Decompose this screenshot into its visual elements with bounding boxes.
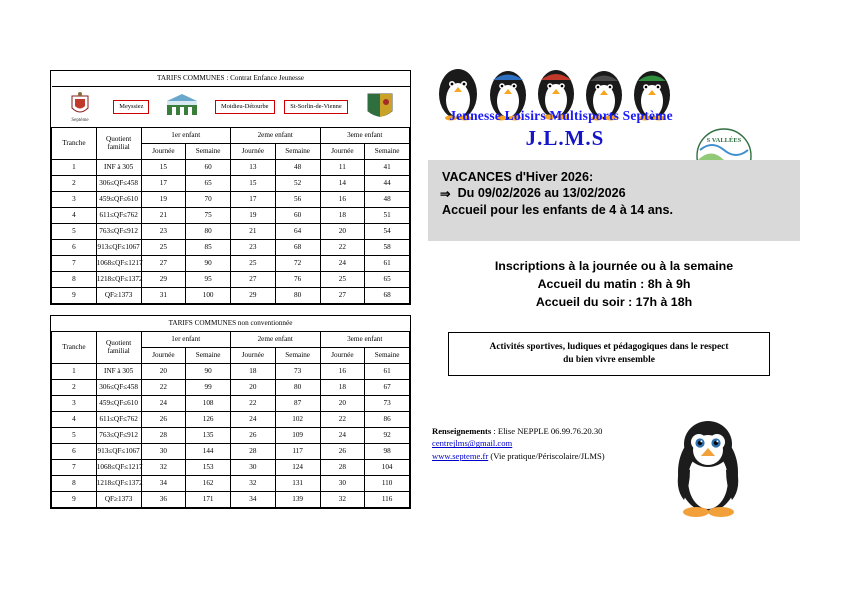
cell-value: 73 bbox=[365, 396, 410, 412]
cell-value: 17 bbox=[231, 192, 276, 208]
cell-value: 85 bbox=[186, 240, 231, 256]
cell-value: 92 bbox=[365, 428, 410, 444]
cell-value: 70 bbox=[186, 192, 231, 208]
cell-value: 87 bbox=[275, 396, 320, 412]
cell-value: 25 bbox=[320, 272, 365, 288]
moidieu-emblem-icon bbox=[159, 90, 205, 124]
contact-line bbox=[432, 425, 682, 437]
cell-value: 80 bbox=[275, 288, 320, 304]
cell-value: 56 bbox=[275, 192, 320, 208]
cell-value: 18 bbox=[320, 380, 365, 396]
table1-title-row bbox=[52, 71, 410, 87]
table1-header-journee-3: Journée bbox=[320, 144, 365, 160]
cell-qf: 459≤QF≤610 bbox=[96, 396, 141, 412]
cell-value: 15 bbox=[141, 160, 186, 176]
table-row bbox=[52, 208, 410, 224]
cell-value: 30 bbox=[141, 444, 186, 460]
cell-qf: 763≤QF≤912 bbox=[96, 428, 141, 444]
cell-tranche: 9 bbox=[52, 492, 97, 508]
cell-tranche: 6 bbox=[52, 444, 97, 460]
cell-value: 171 bbox=[186, 492, 231, 508]
cell-tranche: 2 bbox=[52, 380, 97, 396]
cell-value: 24 bbox=[320, 428, 365, 444]
cell-value: 20 bbox=[231, 380, 276, 396]
table1-group-1er: 1er enfant bbox=[141, 128, 231, 144]
cell-value: 34 bbox=[141, 476, 186, 492]
cell-value: 24 bbox=[320, 256, 365, 272]
cell-tranche: 1 bbox=[52, 160, 97, 176]
cell-value: 108 bbox=[186, 396, 231, 412]
cell-value: 32 bbox=[320, 492, 365, 508]
table2-header-qf: Quotient familial bbox=[96, 332, 141, 364]
activities-line2: du bien vivre ensemble bbox=[563, 355, 655, 365]
cell-value: 102 bbox=[275, 412, 320, 428]
table-row bbox=[52, 476, 410, 492]
table1-header-semaine-1: Semaine bbox=[186, 144, 231, 160]
vacances-dates-row bbox=[440, 186, 790, 201]
cell-value: 86 bbox=[365, 412, 410, 428]
tarifs-non-conventionnee-table-container bbox=[50, 315, 411, 509]
table2-header-journee-2: Journée bbox=[231, 348, 276, 364]
cell-qf: 1068≤QF≤1217 bbox=[96, 256, 141, 272]
inscriptions-line1: Inscriptions à la journée ou à la semaine bbox=[494, 259, 734, 273]
table-row bbox=[52, 460, 410, 476]
cell-value: 14 bbox=[320, 176, 365, 192]
cell-value: 22 bbox=[231, 396, 276, 412]
cell-value: 67 bbox=[365, 380, 410, 396]
table2-header-journee-3: Journée bbox=[320, 348, 365, 364]
cell-value: 20 bbox=[141, 364, 186, 380]
cell-value: 75 bbox=[186, 208, 231, 224]
cell-value: 162 bbox=[186, 476, 231, 492]
tarifs-cej-table bbox=[51, 71, 410, 304]
cell-value: 99 bbox=[186, 380, 231, 396]
cell-value: 52 bbox=[275, 176, 320, 192]
cell-value: 65 bbox=[365, 272, 410, 288]
cell-value: 80 bbox=[186, 224, 231, 240]
cell-qf: 459≤QF≤610 bbox=[96, 192, 141, 208]
table2-group-1er: 1er enfant bbox=[141, 332, 231, 348]
cell-value: 23 bbox=[141, 224, 186, 240]
cell-tranche: 8 bbox=[52, 476, 97, 492]
cell-value: 135 bbox=[186, 428, 231, 444]
table1-header-semaine-2: Semaine bbox=[275, 144, 320, 160]
contact-email-link[interactable]: centrejlms@gmail.com bbox=[432, 438, 513, 449]
cell-qf: 1218≤QF≤1372 bbox=[96, 272, 141, 288]
cell-value: 25 bbox=[231, 256, 276, 272]
cell-value: 32 bbox=[141, 460, 186, 476]
cell-tranche: 4 bbox=[52, 208, 97, 224]
cell-value: 27 bbox=[231, 272, 276, 288]
cell-value: 21 bbox=[231, 224, 276, 240]
contact-website-link[interactable]: www.septeme.fr bbox=[432, 450, 489, 461]
cell-value: 153 bbox=[186, 460, 231, 476]
cell-value: 22 bbox=[320, 240, 365, 256]
table-row bbox=[52, 176, 410, 192]
cell-value: 116 bbox=[365, 492, 410, 508]
cell-tranche: 7 bbox=[52, 256, 97, 272]
cell-tranche: 8 bbox=[52, 272, 97, 288]
cell-tranche: 5 bbox=[52, 428, 97, 444]
logo-label-moidieu: Moidieu-Détourbe bbox=[215, 100, 275, 113]
table1-header-tranche: Tranche bbox=[52, 128, 97, 160]
cell-value: 16 bbox=[320, 192, 365, 208]
cell-value: 20 bbox=[320, 396, 365, 412]
table-row bbox=[52, 288, 410, 304]
cell-value: 18 bbox=[231, 364, 276, 380]
cell-value: 23 bbox=[231, 240, 276, 256]
cell-qf: 611≤QF≤762 bbox=[96, 412, 141, 428]
cell-qf: 763≤QF≤912 bbox=[96, 224, 141, 240]
cell-tranche: 3 bbox=[52, 192, 97, 208]
cell-value: 109 bbox=[275, 428, 320, 444]
cell-value: 124 bbox=[275, 460, 320, 476]
cell-value: 28 bbox=[231, 444, 276, 460]
cell-tranche: 6 bbox=[52, 240, 97, 256]
table-row bbox=[52, 272, 410, 288]
table2-header-semaine-2: Semaine bbox=[275, 348, 320, 364]
cell-value: 48 bbox=[365, 192, 410, 208]
table1-group-3eme: 3eme enfant bbox=[320, 128, 410, 144]
cell-value: 95 bbox=[186, 272, 231, 288]
cell-value: 16 bbox=[320, 364, 365, 380]
cell-value: 26 bbox=[231, 428, 276, 444]
table-row bbox=[52, 380, 410, 396]
table1-title: TARIFS COMMUNES : Contrat Enfance Jeunesse bbox=[52, 71, 410, 87]
cell-value: 28 bbox=[141, 428, 186, 444]
cell-value: 51 bbox=[365, 208, 410, 224]
cell-value: 11 bbox=[320, 160, 365, 176]
cell-value: 24 bbox=[141, 396, 186, 412]
cell-value: 80 bbox=[275, 380, 320, 396]
cell-value: 58 bbox=[365, 240, 410, 256]
cell-value: 24 bbox=[231, 412, 276, 428]
cell-value: 117 bbox=[275, 444, 320, 460]
table-row bbox=[52, 364, 410, 380]
vacances-title: VACANCES d'Hiver 2026: bbox=[442, 170, 594, 184]
cell-value: 26 bbox=[320, 444, 365, 460]
table-row bbox=[52, 240, 410, 256]
cell-qf: 1218≤QF≤1372 bbox=[96, 476, 141, 492]
cell-value: 31 bbox=[141, 288, 186, 304]
vacances-info-box bbox=[428, 160, 800, 241]
table-row bbox=[52, 396, 410, 412]
cell-value: 144 bbox=[186, 444, 231, 460]
cell-value: 76 bbox=[275, 272, 320, 288]
table1-header-semaine-3: Semaine bbox=[365, 144, 410, 160]
cell-value: 36 bbox=[141, 492, 186, 508]
inscriptions-line3: Accueil du soir : 17h à 18h bbox=[535, 294, 693, 309]
cell-tranche: 7 bbox=[52, 460, 97, 476]
cell-value: 29 bbox=[231, 288, 276, 304]
cell-value: 126 bbox=[186, 412, 231, 428]
table-row bbox=[52, 192, 410, 208]
cell-value: 60 bbox=[186, 160, 231, 176]
table-row bbox=[52, 428, 410, 444]
cell-value: 64 bbox=[275, 224, 320, 240]
cell-tranche: 4 bbox=[52, 412, 97, 428]
table1-group-header-row bbox=[52, 128, 410, 144]
cell-value: 104 bbox=[365, 460, 410, 476]
cell-value: 41 bbox=[365, 160, 410, 176]
cell-tranche: 9 bbox=[52, 288, 97, 304]
cell-value: 139 bbox=[275, 492, 320, 508]
table2-title: TARIFS COMMUNES non conventionnée bbox=[52, 316, 410, 332]
cell-value: 61 bbox=[365, 256, 410, 272]
banner-acronym: J.L.M.S bbox=[525, 126, 605, 150]
table2-group-3eme: 3eme enfant bbox=[320, 332, 410, 348]
cell-value: 15 bbox=[231, 176, 276, 192]
activities-box bbox=[448, 332, 770, 376]
cell-value: 131 bbox=[275, 476, 320, 492]
cell-tranche: 3 bbox=[52, 396, 97, 412]
cell-value: 25 bbox=[141, 240, 186, 256]
cell-qf: 611≤QF≤762 bbox=[96, 208, 141, 224]
cell-value: 100 bbox=[186, 288, 231, 304]
cell-qf: 913≤QF≤1067 bbox=[96, 240, 141, 256]
cell-qf: INF à 305 bbox=[96, 364, 141, 380]
cell-value: 54 bbox=[365, 224, 410, 240]
table-row bbox=[52, 492, 410, 508]
banner-title: Jeunesse Loisirs Multisports Septème bbox=[449, 108, 673, 123]
vacances-dates: Du 09/02/2026 au 13/02/2026 bbox=[457, 186, 626, 200]
cell-qf: 306≤QF≤458 bbox=[96, 380, 141, 396]
cell-value: 44 bbox=[365, 176, 410, 192]
table2-header-journee-1: Journée bbox=[141, 348, 186, 364]
inscriptions-line2: Accueil du matin : 8h à 9h bbox=[537, 276, 691, 291]
logo-label-meyssiez: Meyssiez bbox=[113, 100, 149, 113]
cell-value: 30 bbox=[231, 460, 276, 476]
cell-value: 68 bbox=[275, 240, 320, 256]
cell-value: 90 bbox=[186, 364, 231, 380]
commune-logos bbox=[52, 87, 410, 127]
cell-value: 29 bbox=[141, 272, 186, 288]
logo-label-stsorlin: St-Sorlin-de-Vienne bbox=[284, 100, 347, 113]
svg-text:Septème: Septème bbox=[70, 118, 89, 123]
inscriptions-block bbox=[428, 258, 800, 312]
cell-tranche: 2 bbox=[52, 176, 97, 192]
table2-title-row bbox=[52, 316, 410, 332]
cell-qf: QF≥1373 bbox=[96, 288, 141, 304]
cell-value: 28 bbox=[320, 460, 365, 476]
cell-value: 27 bbox=[320, 288, 365, 304]
cell-value: 68 bbox=[365, 288, 410, 304]
cell-tranche: 5 bbox=[52, 224, 97, 240]
vacances-ages: Accueil pour les enfants de 4 à 14 ans. bbox=[442, 203, 673, 217]
cell-value: 60 bbox=[275, 208, 320, 224]
cell-value: 19 bbox=[231, 208, 276, 224]
arrow-icon: ⇒ bbox=[440, 187, 451, 201]
cell-value: 32 bbox=[231, 476, 276, 492]
table2-group-2eme: 2eme enfant bbox=[231, 332, 321, 348]
contact-block bbox=[432, 425, 682, 462]
contact-label: Renseignements bbox=[432, 426, 492, 436]
table1-header-qf: Quotient familial bbox=[96, 128, 141, 160]
cell-value: 22 bbox=[141, 380, 186, 396]
stsorlin-crest-icon bbox=[357, 90, 403, 124]
cell-value: 65 bbox=[186, 176, 231, 192]
cell-value: 22 bbox=[320, 412, 365, 428]
cell-value: 18 bbox=[320, 208, 365, 224]
table2-group-header-row bbox=[52, 332, 410, 348]
table2-header-semaine-1: Semaine bbox=[186, 348, 231, 364]
cell-value: 19 bbox=[141, 192, 186, 208]
activities-line1: Activités sportives, ludiques et pédagogiques dans le respect bbox=[489, 342, 729, 353]
table2-header-tranche: Tranche bbox=[52, 332, 97, 364]
svg-text:S VALLÉES: S VALLÉES bbox=[706, 137, 742, 144]
cell-qf: 913≤QF≤1067 bbox=[96, 444, 141, 460]
table-row bbox=[52, 160, 410, 176]
cell-value: 13 bbox=[231, 160, 276, 176]
table1-group-2eme: 2eme enfant bbox=[231, 128, 321, 144]
cell-qf: INF à 305 bbox=[96, 160, 141, 176]
table1-logo-row bbox=[52, 87, 410, 128]
cell-qf: 1068≤QF≤1217 bbox=[96, 460, 141, 476]
cell-qf: 306≤QF≤458 bbox=[96, 176, 141, 192]
cell-value: 110 bbox=[365, 476, 410, 492]
cell-value: 21 bbox=[141, 208, 186, 224]
cell-value: 30 bbox=[320, 476, 365, 492]
cell-tranche: 1 bbox=[52, 364, 97, 380]
tarifs-cej-table-container bbox=[50, 70, 411, 305]
table1-header-journee-2: Journée bbox=[231, 144, 276, 160]
table-row bbox=[52, 256, 410, 272]
contact-website-note: (Vie pratique/Périscolaire/JLMS) bbox=[488, 450, 605, 461]
cell-value: 26 bbox=[141, 412, 186, 428]
cell-qf: QF≥1373 bbox=[96, 492, 141, 508]
table1-header-journee-1: Journée bbox=[141, 144, 186, 160]
cell-value: 72 bbox=[275, 256, 320, 272]
table-row bbox=[52, 412, 410, 428]
contact-person: : Elise NEPPLE 06.99.76.20.30 bbox=[491, 426, 603, 436]
cell-value: 27 bbox=[141, 256, 186, 272]
table-row bbox=[52, 444, 410, 460]
cell-value: 34 bbox=[231, 492, 276, 508]
cell-value: 17 bbox=[141, 176, 186, 192]
cell-value: 90 bbox=[186, 256, 231, 272]
tarifs-non-conventionnee-table bbox=[51, 316, 410, 508]
cell-value: 48 bbox=[275, 160, 320, 176]
cell-value: 73 bbox=[275, 364, 320, 380]
cell-value: 20 bbox=[320, 224, 365, 240]
cell-value: 98 bbox=[365, 444, 410, 460]
penguin-mascot-icon bbox=[668, 414, 748, 520]
septeme-crest-icon bbox=[58, 90, 104, 124]
table-row bbox=[52, 224, 410, 240]
table2-header-semaine-3: Semaine bbox=[365, 348, 410, 364]
cell-value: 61 bbox=[365, 364, 410, 380]
